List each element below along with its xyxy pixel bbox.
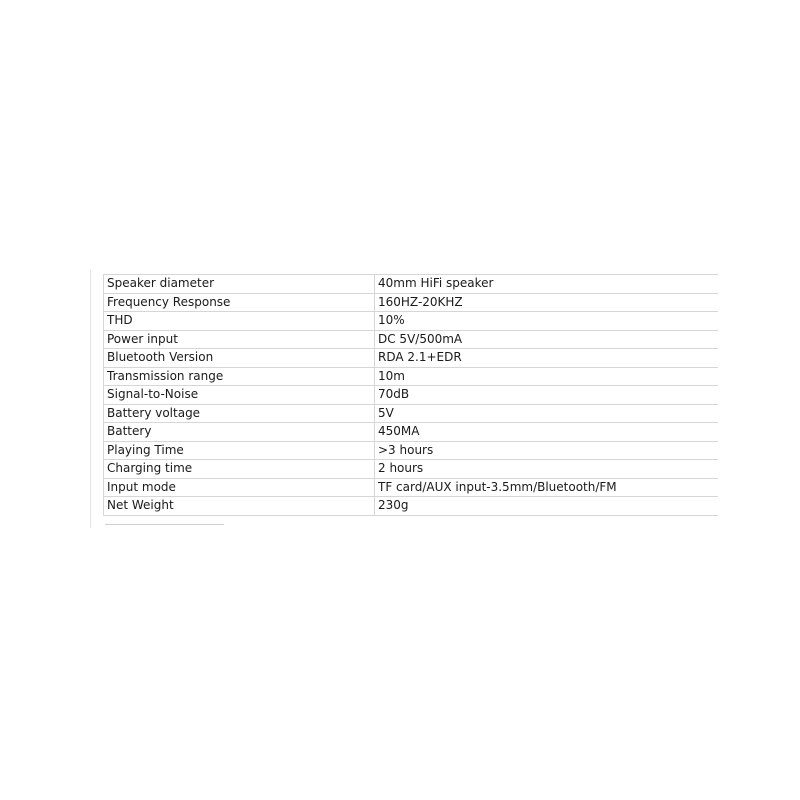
spec-value: >3 hours (375, 441, 719, 460)
spec-label: Power input (104, 330, 375, 349)
table-row (104, 312, 719, 331)
spec-label: Speaker diameter (104, 275, 375, 294)
spec-label: Input mode (104, 478, 375, 497)
spec-value: DC 5V/500mA (375, 330, 719, 349)
table-row (104, 330, 719, 349)
spec-label: Signal-to-Noise (104, 386, 375, 405)
table-row (104, 386, 719, 405)
spec-value: 70dB (375, 386, 719, 405)
spec-value: 450MA (375, 423, 719, 442)
table-row (104, 293, 719, 312)
table-row (104, 404, 719, 423)
spec-value: 10m (375, 367, 719, 386)
spec-label: Bluetooth Version (104, 349, 375, 368)
spec-table (103, 274, 718, 516)
table-row (104, 423, 719, 442)
spec-label: Transmission range (104, 367, 375, 386)
table-row (104, 478, 719, 497)
spec-value: 160HZ-20KHZ (375, 293, 719, 312)
spec-value: TF card/AUX input-3.5mm/Bluetooth/FM (375, 478, 719, 497)
spec-value: RDA 2.1+EDR (375, 349, 719, 368)
spec-label: Playing Time (104, 441, 375, 460)
spec-value: 230g (375, 497, 719, 516)
spec-label: THD (104, 312, 375, 331)
table-row (104, 367, 719, 386)
spec-label: Charging time (104, 460, 375, 479)
table-row (104, 441, 719, 460)
table-row (104, 349, 719, 368)
spec-value: 40mm HiFi speaker (375, 275, 719, 294)
spec-label: Battery (104, 423, 375, 442)
table-row (104, 497, 719, 516)
spec-value: 2 hours (375, 460, 719, 479)
bottom-divider-line (105, 524, 224, 525)
spec-value: 10% (375, 312, 719, 331)
spec-label: Net Weight (104, 497, 375, 516)
spec-value: 5V (375, 404, 719, 423)
table-row (104, 460, 719, 479)
left-border-line (90, 270, 91, 528)
spec-label: Battery voltage (104, 404, 375, 423)
table-row (104, 275, 719, 294)
spec-label: Frequency Response (104, 293, 375, 312)
